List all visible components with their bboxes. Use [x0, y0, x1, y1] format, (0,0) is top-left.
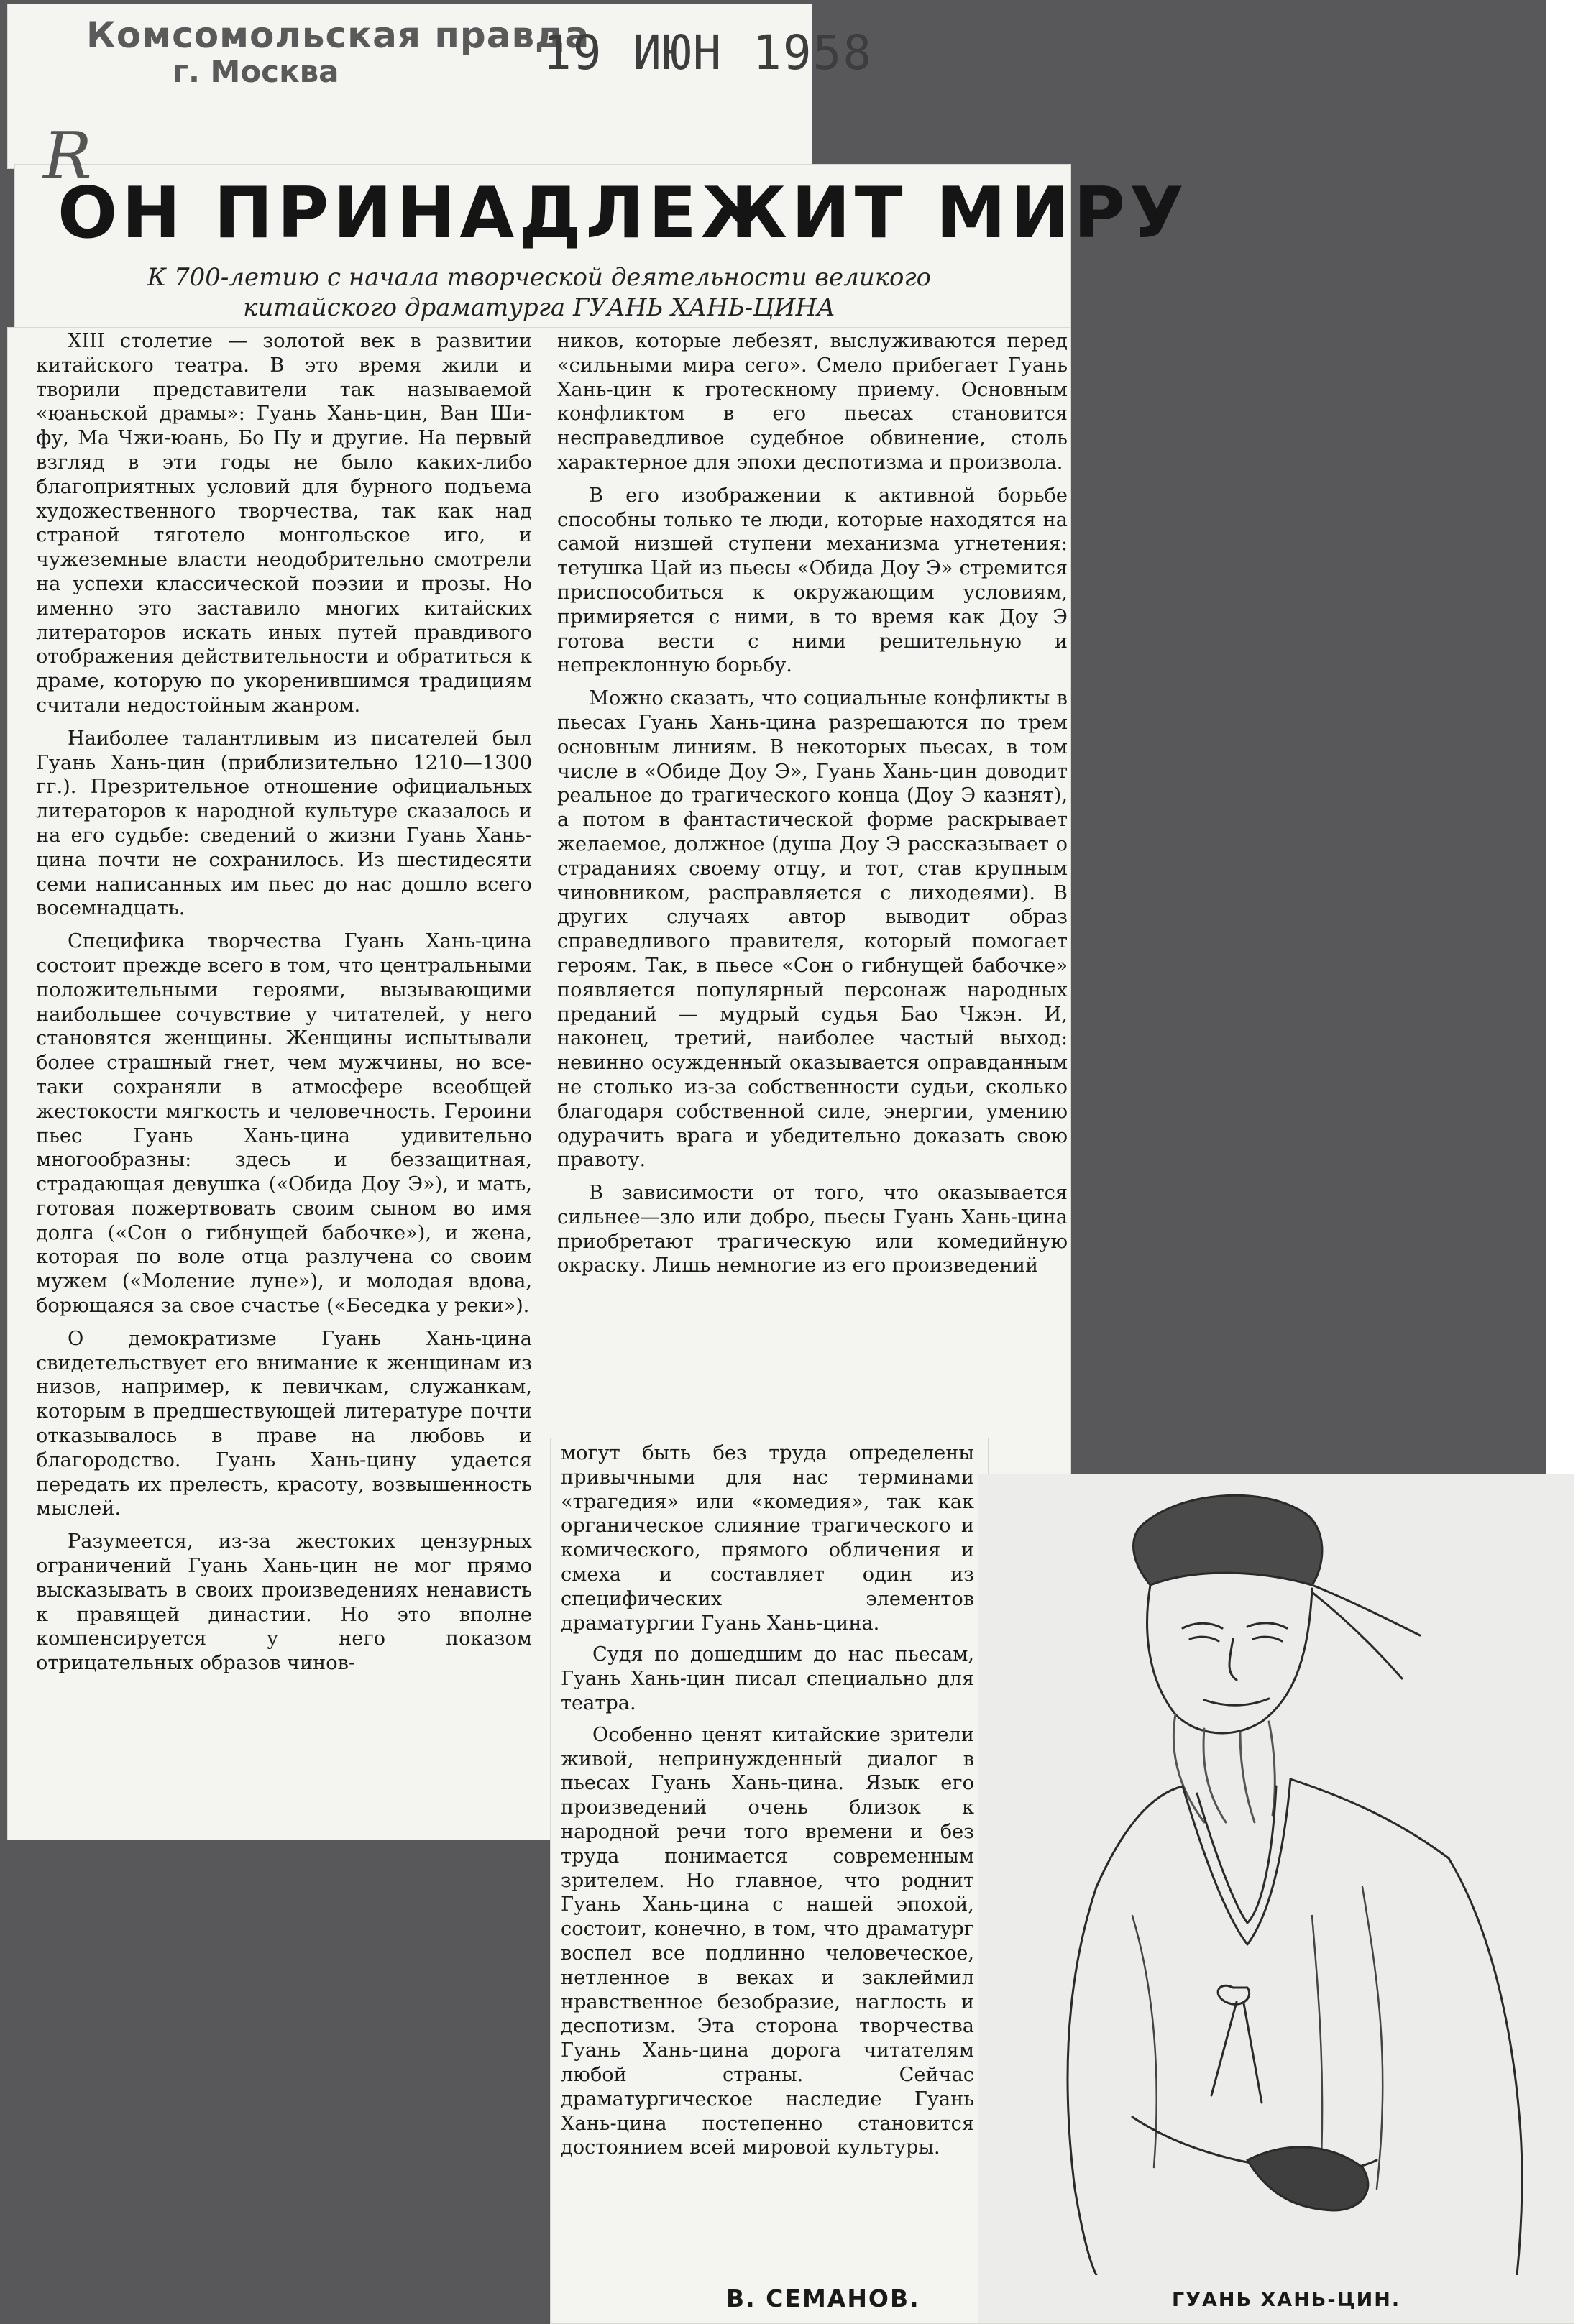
paragraph: Разумеется, из-за жестоких цензурных ограничений Гуань Хань-цин не мог прямо высказывать в своих произведениях ненависть к правящей династии. Но это вполне компенсируется у него показом отрицательных образов чинов-: [36, 1530, 532, 1675]
article-subtitle: [86, 262, 992, 323]
paragraph: В зависимости от того, что оказывается сильнее—зло или добро, пьесы Гуань Хань-цина приобретают трагическую или комедийную окраску. Лишь немногие из его произведений: [557, 1182, 1068, 1277]
paragraph: ников, которые лебезят, выслуживаются перед «сильными мира сего». Смело прибегает Гуань Хань-цин к гротескному приему. Основным конфликтом в его пьесах становится несправедливое судебное обвинение, столь характерное для эпохи деспотизма и произвола.: [557, 330, 1068, 474]
date-stamp: 19 ИЮН 1958: [543, 25, 874, 81]
portrait-illustration: [989, 1484, 1564, 2275]
handwritten-mark: R: [43, 119, 92, 194]
city-stamp: г. Москва: [173, 54, 339, 89]
paragraph: О демократизме Гуань Хань-цина свидетельствует его внимание к женщинам из низов, например, к певичкам, служанкам, которым в предшествующей литературе почти отказывалось в праве на любовь и благородство. Гуань Хань-цину удается передать их прелесть, красоту, возвышенность мыслей.: [36, 1327, 532, 1520]
paragraph: Наиболее талантливым из писателей был Гуань Хань-цин (приблизительно 1210—1300 гг.). Презрительное отношение официальных литераторов к народной культуре сказалось и на его судьбе: сведений о жизни Гуань Хань-цина почти не сохранилось. Из шестидесяти семи написанных им пьес до нас дошло всего восемнадцать.: [36, 727, 532, 920]
paragraph: Судя по дошедшим до нас пьесам, Гуань Хань-цин писал специально для театра.: [561, 1643, 974, 1714]
paragraph: Особенно ценят китайские зрители живой, непринужденный диалог в пьесах Гуань Хань-цина. Язык его произведений очень близок к народной речи того времени и без труда понимается современным зрителем. Но главное, что роднит Гуань Хань-цина с нашей эпохой, состоит, конечно, в том, что драматург воспел все подлинно человеческое, нетленное в веках и заклеймил нравственное безобразие, наглость и деспотизм. Эта сторона творчества Гуань Хань-цина дорога читателям любой страны. Сейчас драматургическое наследие Гуань Хань-цина постепенно становится достоянием всей мировой культуры.: [561, 1723, 974, 2159]
subtitle-line-1: К 700-летию с начала творческой деятельности великого: [147, 263, 932, 292]
article-column-3: [561, 1441, 974, 2167]
paragraph: Специфика творчества Гуань Хань-цина состоит прежде всего в том, что центральными положительными героями, вызывающими наибольшее сочувствие у читателей, у него становятся женщины. Женщины испытывали более страшный гнет, чем мужчины, но все-таки сохраняли в атмосфере всеобщей жестокости мягкость и человечность. Героини пьес Гуань Хань-цина удивительно многообразны: здесь и беззащитная, страдающая девушка («Обида Доу Э»), и мать, готовая пожертвовать своим сыном во имя долга («Сон о гибнущей бабочке»), и жена, которая по воле отца разлучена со своим мужем («Моление луне»), и молодая вдова, борющаяся за свое счастье («Беседка у реки»).: [36, 930, 532, 1318]
illustration-caption: ГУАНЬ ХАНЬ-ЦИН.: [1172, 2289, 1401, 2311]
subtitle-line-2: китайского драматурга ГУАНЬ ХАНЬ-ЦИНА: [243, 293, 835, 322]
paragraph: В его изображении к активной борьбе способны только те люди, которые находятся на самой низшей ступени механизма угнетения: тетушка Цай из пьесы «Обида Доу Э» стремится приспособиться к окружающим условиям, примиряется с ними, в то время как Доу Э готова вести с ними решительную и непреклонную борьбу.: [557, 484, 1068, 677]
paragraph: XIII столетие — золотой век в развитии китайского театра. В это время жили и творили представители так называемой «юаньской драмы»: Гуань Хань-цин, Ван Ши-фу, Ма Чжи-юань, Бо Пу и другие. На первый взгляд в эти годы не было каких-либо благоприятных условий для бурного подъема художественного творчества, так как над страной тяготело монгольское иго, и чужеземные власти неодобрительно смотрели на успехи классической поэзии и прозы. Но именно это заставило многих китайских литераторов искать иных путей правдивого отображения действительности и обратиться к драме, которую по укоренившимся традициям считали недостойным жанром.: [36, 330, 532, 717]
newspaper-stamp: Комсомольская правда: [86, 14, 590, 56]
paragraph: могут быть без труда определены привычными для нас терминами «трагедия» или «комедия», так как органическое слияние трагического и комического, прямого обличения и смеха и составляет один из специфических элементов драматургии Гуань Хань-цина.: [561, 1442, 974, 1635]
article-column-1: [36, 329, 532, 1684]
article-column-2: [557, 329, 1068, 1287]
paragraph: Можно сказать, что социальные конфликты в пьесах Гуань Хань-цина разрешаются по трем основным линиям. В некоторых пьесах, в том числе в «Обиде Доу Э», Гуань Хань-цин доводит реальное до трагического конца (Доу Э казнят), а потом в фантастической форме раскрывает желаемое, должное (душа Доу Э рассказывает о страданиях своему отцу, и тот, став крупным чиновником, расправляется с лиходеями). В других случаях автор выводит образ справедливого правителя, который помогает героям. Так, в пьесе «Сон о гибнущей бабочке» появляется популярный персонаж народных преданий — мудрый судья Бао Чжэн. И, наконец, третий, наиболее частый выход: невинно осужденный оказывается оправданным не столько из-за собственности судьи, сколько благодаря собственной силе, энергии, умению одурачить врага и убедительно доказать свою правоту.: [557, 687, 1068, 1172]
author-signature: В. СЕМАНОВ.: [726, 2284, 920, 2312]
article-title: ОН ПРИНАДЛЕЖИТ МИРУ: [58, 173, 1188, 254]
